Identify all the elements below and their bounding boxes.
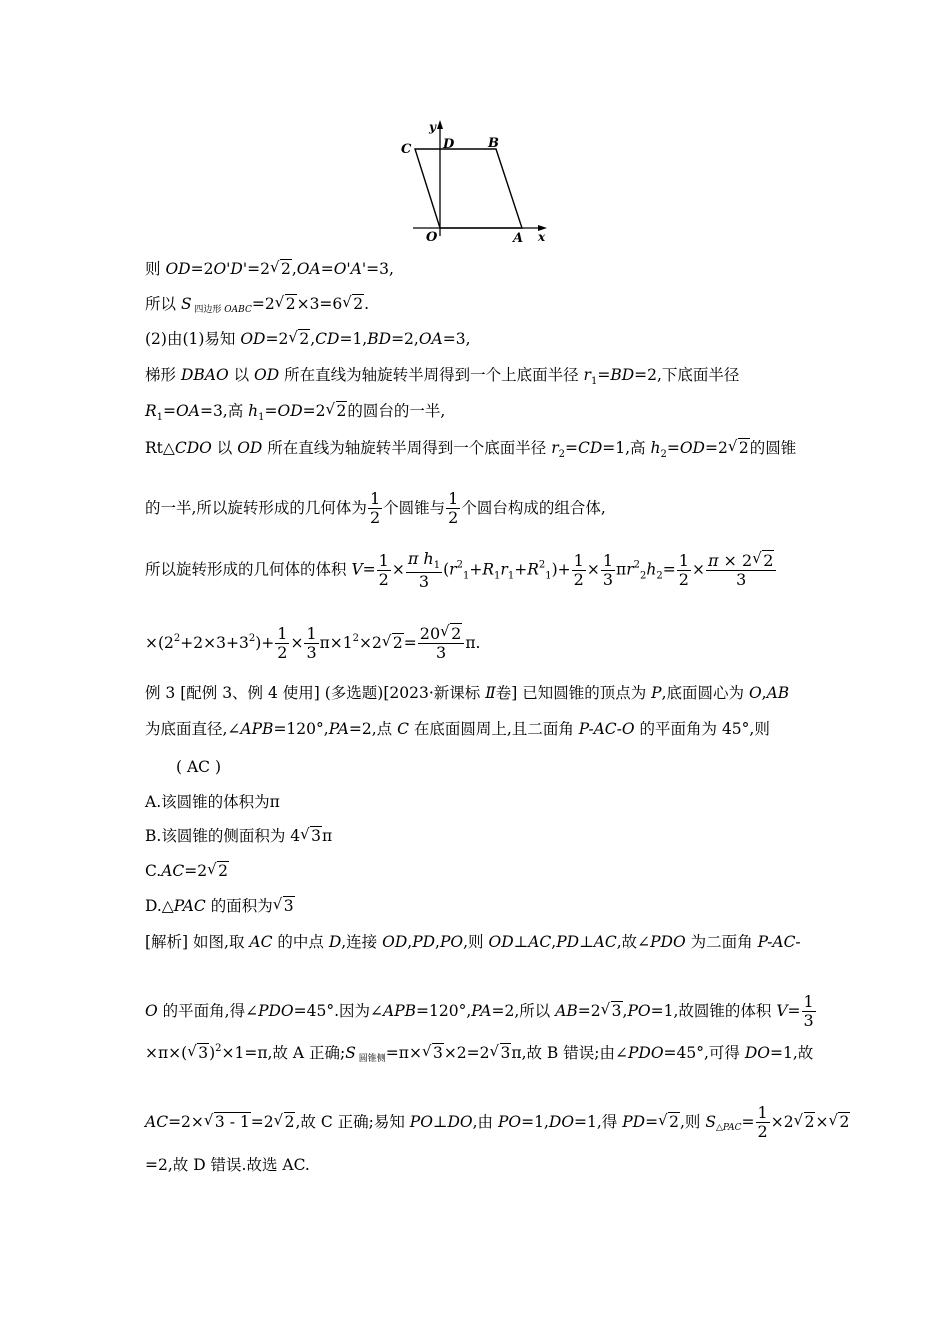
solution-line-1: [解析] 如图,取 AC 的中点 D,连接 OD,PD,PO,则 OD⊥AC,PD⊥AC,故∠PDO 为二面角 P-AC- — [145, 933, 801, 951]
line-3: (2)由(1)易知 OD=2 √ 2,CD=1,BD=2,OA=3, — [145, 328, 471, 348]
quadrilateral-OABC — [415, 149, 522, 228]
line-4: 梯形 DBAO 以 OD 所在直线为轴旋转半周得到一个上底面半径 $r_1=BD=2$,下底面半径 — [145, 366, 740, 387]
example-3-line-1: 例 3 [配例 3、例 4 使用] (多选题)[2023·新课标 Ⅱ卷] 已知圆锥的顶点为 P,底面圆心为 O,AB — [145, 684, 790, 702]
label-D: D — [443, 137, 455, 152]
solution-line-2: O 的平面角,得∠PDO=45°.因为∠APB=120°,PA=2,所以 AB=2 √ 3,PO=1,故圆锥的体积 V= $\frac{1}{3}$ — [145, 992, 814, 1031]
label-x: x — [538, 230, 546, 244]
label-C: C — [401, 142, 412, 157]
line-9: $\times(2^2+2\times 3+3^2)+$ $\frac{1}{2}$ × $\frac{1}{3}$ $\pi\times 1^2\times 2$ √ 2= 20 √ 2 3 π. — [145, 622, 481, 663]
line-1: 则 OD=2O'D'=2 √ 2,OA=O'A'=3, — [145, 258, 394, 278]
option-d: D.△PAC 的面积为 √ 3 — [145, 895, 294, 915]
answer: ( AC ) — [176, 758, 222, 776]
line-7: 的一半,所以旋转形成的几何体为 $\frac{1}{2}$ 个圆锥与 $\frac{1}{2}$ 个圆台构成的组合体, — [145, 489, 606, 528]
option-a: A.该圆锥的体积为π — [145, 793, 280, 811]
line-6: Rt△CDO 以 OD 所在直线为轴旋转半周得到一个底面半径 $r_2=CD=1$,高 $h_2=OD=2$ √ 2的圆锥 — [145, 437, 797, 460]
label-y: y — [429, 120, 436, 134]
label-B: B — [488, 136, 499, 151]
solution-line-3: ×π×( √ 3)$^2$×1=π,故 A 正确;S 圆锥侧=π× √ 3×2=2 √ 3π,故 B 错误;由∠PDO=45°,可得 DO=1,故 — [145, 1042, 814, 1064]
example-3-line-2: 为底面直径,∠APB=120°,PA=2,点 C 在底面圆周上,且二面角 P-AC-O 的平面角为 45°,则 — [145, 720, 770, 738]
line-5: $R_1=OA=3$,高 $h_1=OD=2$ √ 2的圆台的一半, — [145, 400, 446, 423]
option-b: B.该圆锥的侧面积为 4 √ 3π — [145, 825, 333, 845]
label-A: A — [513, 231, 524, 246]
line-2: 所以 S 四边形 OABC=2 √ 2×3=6 √ 2. — [145, 293, 370, 315]
solution-line-4: AC=2× √ 3 - 1=2 √ 2,故 C 正确;易知 PO⊥DO,由 PO=1,DO=1,得 PD= √ 2,则 S△PAC= $\frac{1}{2}$ ×2 √ 2× √ 2 — [145, 1103, 850, 1142]
coordinate-figure — [395, 118, 555, 248]
label-O: O — [426, 230, 438, 245]
option-c: C.AC=2 √ 2 — [145, 860, 229, 880]
y-axis-arrow — [437, 120, 443, 129]
line-8: 所以旋转形成的几何体的体积 V= $\frac{1}{2}$ × $\frac{\pi h_1}{3}$ $(r^2_1+R_1r_1+R^2_1)+$ $\frac{1}{2}$ × $\frac{1}{3}$ $\pi r^2_2h_2=$ $\frac{1}{2}$ × π × 2 √ 2 3 — [145, 550, 777, 591]
solution-line-5: =2,故 D 错误.故选 AC. — [145, 1156, 310, 1174]
